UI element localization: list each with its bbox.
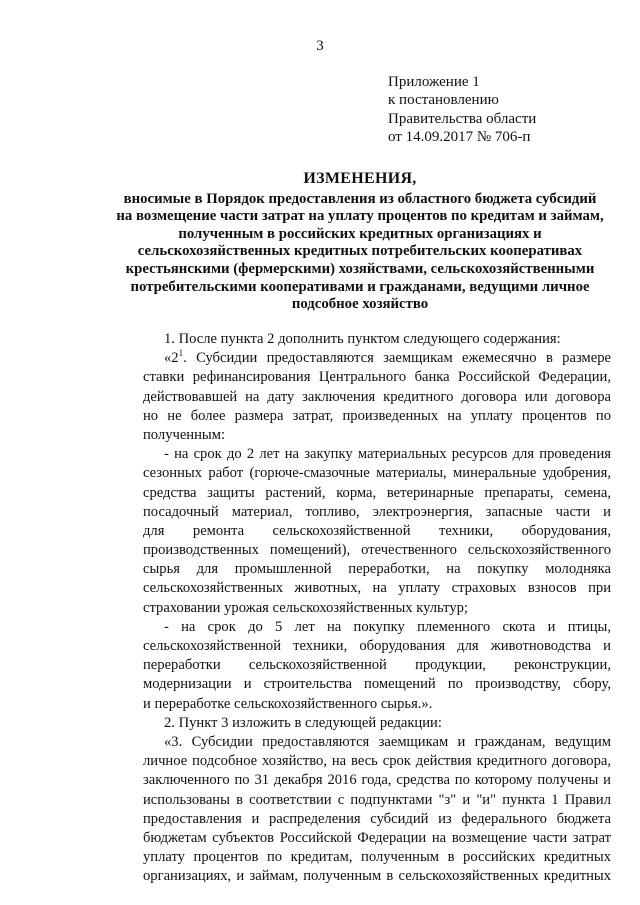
paragraph-line: полученным: [143,426,226,443]
paragraph-line: посадочный материал, топливо, электроэнергия, запасные части и [143,503,611,520]
heading-line: полученным в российских кредитных организациях и [178,225,542,242]
paragraph-line: сельскохозяйственной техники, оборудования для животноводства и [143,638,611,655]
paragraph-line: предоставления и распределения субсидий из федерального бюджета [143,810,611,827]
paragraph-line: переработки сельскохозяйственной продукции, реконструкции, [143,657,611,674]
paragraph-line: уплату процентов по кредитам, полученным в российских кредитных [143,849,611,866]
heading-title: ИЗМЕНЕНИЯ, [303,170,417,187]
paragraph-line: заключенного по 31 декабря 2016 года, средства по которому получены и [143,772,611,789]
paragraph-line: организациях, и займам, полученным в сельскохозяйственных кредитных [143,868,611,885]
appendix-block [388,73,608,146]
heading-line: потребительскими кооперативами и гражданами, ведущими личное [130,278,590,295]
paragraph-line: для ремонта сельскохозяйственной техники, оборудования, [143,522,611,539]
text-fragment: «2 [164,350,179,367]
paragraph-line [143,349,611,368]
heading-line: крестьянскими (фермерскими) хозяйствами, сельскохозяйственными [125,260,595,277]
heading-line: на возмещение части затрат на уплату процентов по кредитам и займам, [116,208,604,225]
paragraph-line: ставки рефинансирования Центрального банка Российской Федерации, [143,369,611,386]
text-fragment: . Субсидии предоставляются заемщикам ежемесячно в размере [183,350,611,367]
paragraph-line: и переработке сельскохозяйственного сырья.». [143,695,433,712]
paragraph-line: модернизации и строительства помещений по производству, сбору, [143,676,611,693]
paragraph-line: действовавшей на дату заключения кредитного договора или договора [143,388,611,405]
paragraph-line: личное подсобное хозяйство, на весь срок действия кредитного договора, [143,753,611,770]
document-heading [95,170,625,314]
paragraph-line: страховании урожая сельскохозяйственных культур; [143,599,468,616]
heading-line: вносимые в Порядок предоставления из областного бюджета субсидий [123,190,597,207]
heading-line: подсобное хозяйство [291,296,429,313]
page-number: 3 [316,38,324,54]
document-body [143,330,611,887]
paragraph-line: 2. Пункт 3 изложить в следующей редакции: [164,714,442,731]
paragraph-line: производственных помещений), отечественного сельскохозяйственного [143,542,611,559]
heading-line: сельскохозяйственных кредитных потребительских кооперативах [137,243,583,260]
paragraph-line: «3. Субсидии предоставляются заемщикам и гражданам, ведущим [164,734,611,751]
appendix-line: Приложение 1 [388,74,480,90]
paragraph-line: сырья для промышленной переработки, на покупку молодняка [143,561,611,578]
paragraph-line: 1. После пункта 2 дополнить пунктом следующего содержания: [164,331,561,347]
paragraph-line: использованы в соответствии с подпунктами "з" и "и" пункта 1 Правил [143,791,611,808]
appendix-line: к постановлению [388,92,499,109]
paragraph-line: сельскохозяйственных животных, на уплату страховых взносов при [143,580,611,597]
paragraph-line: средства защиты растений, корма, ветеринарные препараты, семена, [143,484,611,501]
paragraph-line: бюджетам субъектов Российской Федерации на возмещение части затрат [143,829,611,846]
superscript: 1 [178,349,184,359]
paragraph-line: - на срок до 2 лет на закупку материальных ресурсов для проведения [164,446,611,463]
appendix-line: Правительства области [388,110,537,127]
paragraph-line: сезонных работ (горюче-смазочные материалы, минеральные удобрения, [143,465,611,482]
paragraph-line: - на срок до 5 лет на покупку племенного скота и птицы, [164,618,611,635]
appendix-line: от 14.09.2017 № 706-п [388,128,531,145]
paragraph-line: но не более размера затрат, произведенных на уплату процентов по [143,407,611,424]
